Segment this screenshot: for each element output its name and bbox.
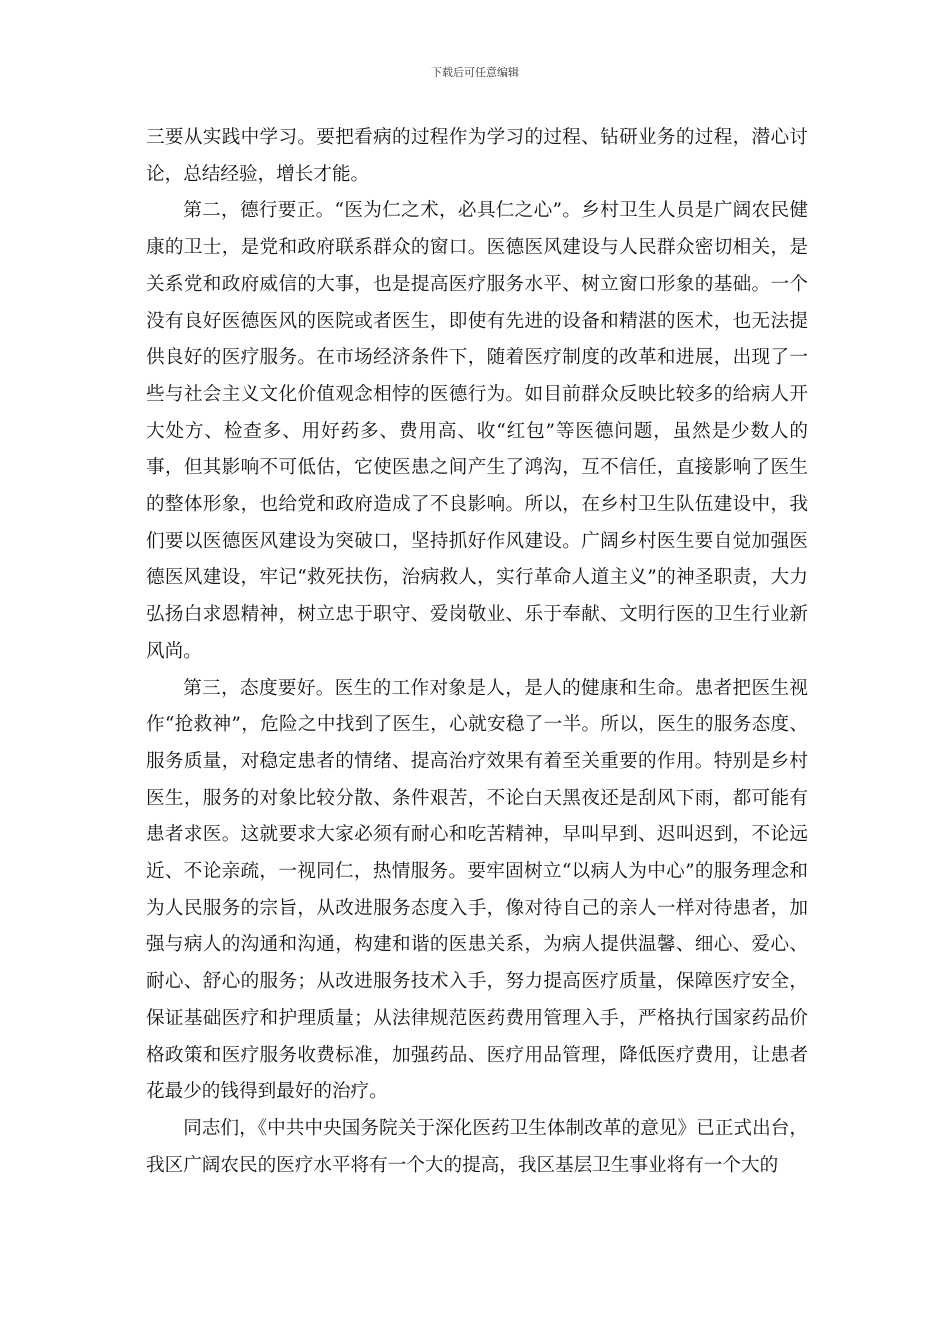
document-body [146,120,808,1184]
paragraph-conclusion: 同志们，《中共中央国务院关于深化医药卫生体制改革的意见》已正式出台，我区广阔农民的医疗水平将有一个大的提高，我区基层卫生事业将有一个大的 [146,1117,808,1176]
paragraph-morality: 第二，德行要正。“医为仁之术，必具仁之心”。乡村卫生人员是广阔农民健康的卫士，是党和政府联系群众的窗口。医德医风建设与人民群众密切相关，是关系党和政府威信的大事，也是提高医疗服务水平、树立窗口形象的基础。一个没有良好医德医风的医院或者医生，即使有先进的设备和精湛的医术，也无法提供良好的医疗服务。在市场经济条件下，随着医疗制度的改革和进展，出现了一些与社会主义文化价值观念相悖的医德行为。如目前群众反映比较多的给病人开大处方、检查多、用好药多、费用高、收“红包”等医德问题，虽然是少数人的事，但其影响不可低估，它使医患之间产生了鸿沟，互不信任，直接影响了医生的整体形象，也给党和政府造成了不良影响。所以，在乡村卫生队伍建设中，我们要以医德医风建设为突破口，坚持抓好作风建设。广阔乡村医生要自觉加强医德医风建设，牢记“救死扶伤，治病救人，实行革命人道主义”的神圣职责，大力弘扬白求恩精神，树立忠于职守、爱岗敬业、乐于奉献、文明行医的卫生行业新风尚。 [146,200,808,662]
page-header-note: 下载后可任意编辑 [431,66,519,79]
paragraph-continued: 三要从实践中学习。要把看病的过程作为学习的过程、钻研业务的过程，潜心讨论，总结经验，增长才能。 [146,127,808,185]
paragraph-attitude: 第三，态度要好。医生的工作对象是人，是人的健康和生命。患者把医生视作“抢救神”，危险之中找到了医生，心就安稳了一半。所以，医生的服务态度、服务质量，对稳定患者的情绪、提高治疗效果有着至关重要的作用。特别是乡村医生，服务的对象比较分散、条件艰苦，不论白天黑夜还是刮风下雨，都可能有患者求医。这就要求大家必须有耐心和吃苦精神，早叫早到、迟叫迟到，不论远近、不论亲疏，一视同仁，热情服务。要牢固树立“以病人为中心”的服务理念和为人民服务的宗旨，从改进服务态度入手，像对待自己的亲人一样对待患者，加强与病人的沟通和沟通，构建和谐的医患关系，为病人提供温馨、细心、爱心、耐心、舒心的服务；从改进服务技术入手，努力提高医疗质量，保障医疗安全，保证基础医疗和护理质量；从法律规范医药费用管理入手，严格执行国家药品价格政策和医疗服务收费标准，加强药品、医疗用品管理，降低医疗费用，让患者花最少的钱得到最好的治疗。 [146,677,808,1103]
